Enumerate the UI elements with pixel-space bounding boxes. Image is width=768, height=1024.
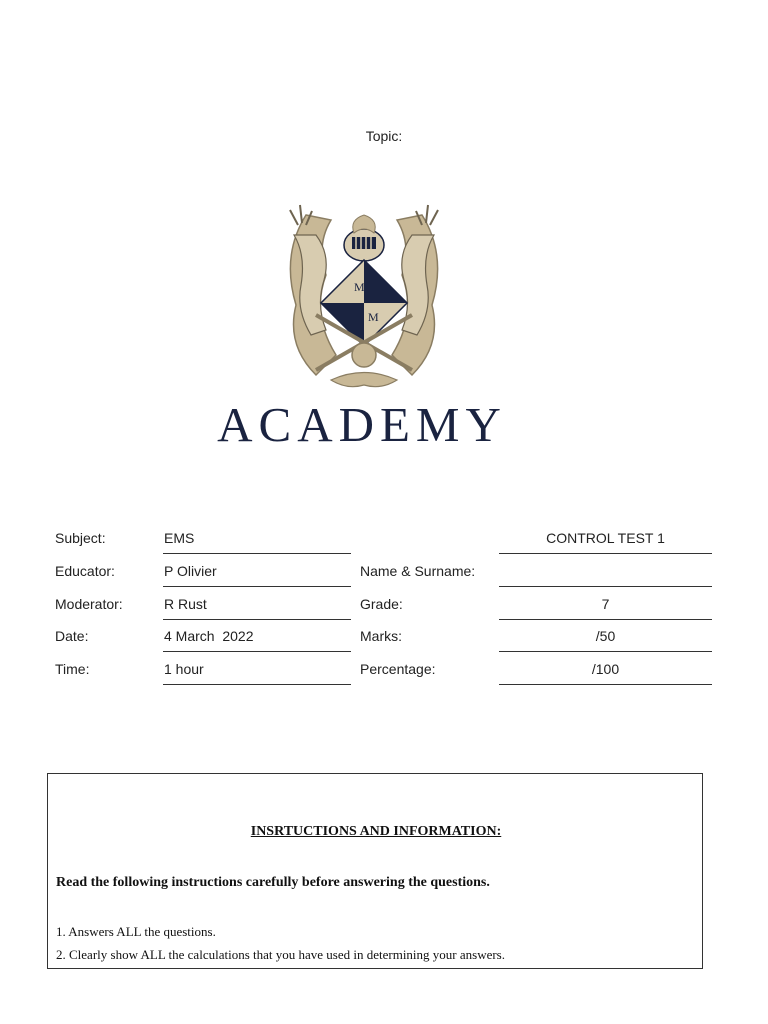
percentage-label: Percentage: [360, 661, 436, 677]
date-label: Date: [55, 628, 89, 644]
educator-label: Educator: [55, 563, 115, 579]
instructions-box [47, 773, 703, 969]
test-title-underline [499, 553, 712, 554]
instructions-title: INSRTUCTIONS AND INFORMATION: [250, 824, 502, 839]
crest-letter-bottom: M [368, 310, 379, 324]
time-underline [163, 684, 351, 685]
date-value: 4 March 2022 [164, 628, 254, 644]
crest-letter-top: M [354, 280, 365, 294]
instruction-item: 2. Clearly show ALL the calculations that you have used in determining your answers. [56, 947, 505, 962]
info-row-moderator [0, 588, 768, 621]
info-row-subject [0, 522, 768, 555]
marks-value: /50 [595, 628, 616, 644]
educator-underline [163, 586, 351, 587]
time-label: Time: [55, 661, 90, 677]
marks-underline [499, 651, 712, 652]
info-row-time [0, 653, 768, 686]
crest-icon [276, 195, 452, 395]
academy-wordmark: ACADEMY [217, 397, 507, 452]
info-row-date [0, 620, 768, 653]
name-surname-label: Name & Surname: [360, 563, 476, 579]
instructions-read-note: Read the following instructions carefully before answering the questions. [56, 875, 490, 890]
percentage-value: /100 [591, 661, 620, 677]
moderator-value: R Rust [164, 596, 207, 612]
time-value: 1 hour [164, 661, 204, 677]
percentage-underline [499, 684, 712, 685]
topic-label: Topic: [365, 128, 403, 144]
educator-value: P Olivier [164, 563, 217, 579]
date-underline [163, 651, 351, 652]
grade-value: 7 [601, 596, 610, 612]
subject-underline [163, 553, 351, 554]
marks-label: Marks: [360, 628, 402, 644]
grade-label: Grade: [360, 596, 403, 612]
instruction-item: 1. Answers ALL the questions. [56, 924, 216, 939]
info-row-educator [0, 555, 768, 588]
crest-logo [276, 195, 452, 395]
name-surname-underline [499, 586, 712, 587]
test-title: CONTROL TEST 1 [546, 530, 665, 546]
subject-value: EMS [164, 530, 195, 546]
subject-label: Subject: [55, 530, 106, 546]
moderator-label: Moderator: [55, 596, 123, 612]
